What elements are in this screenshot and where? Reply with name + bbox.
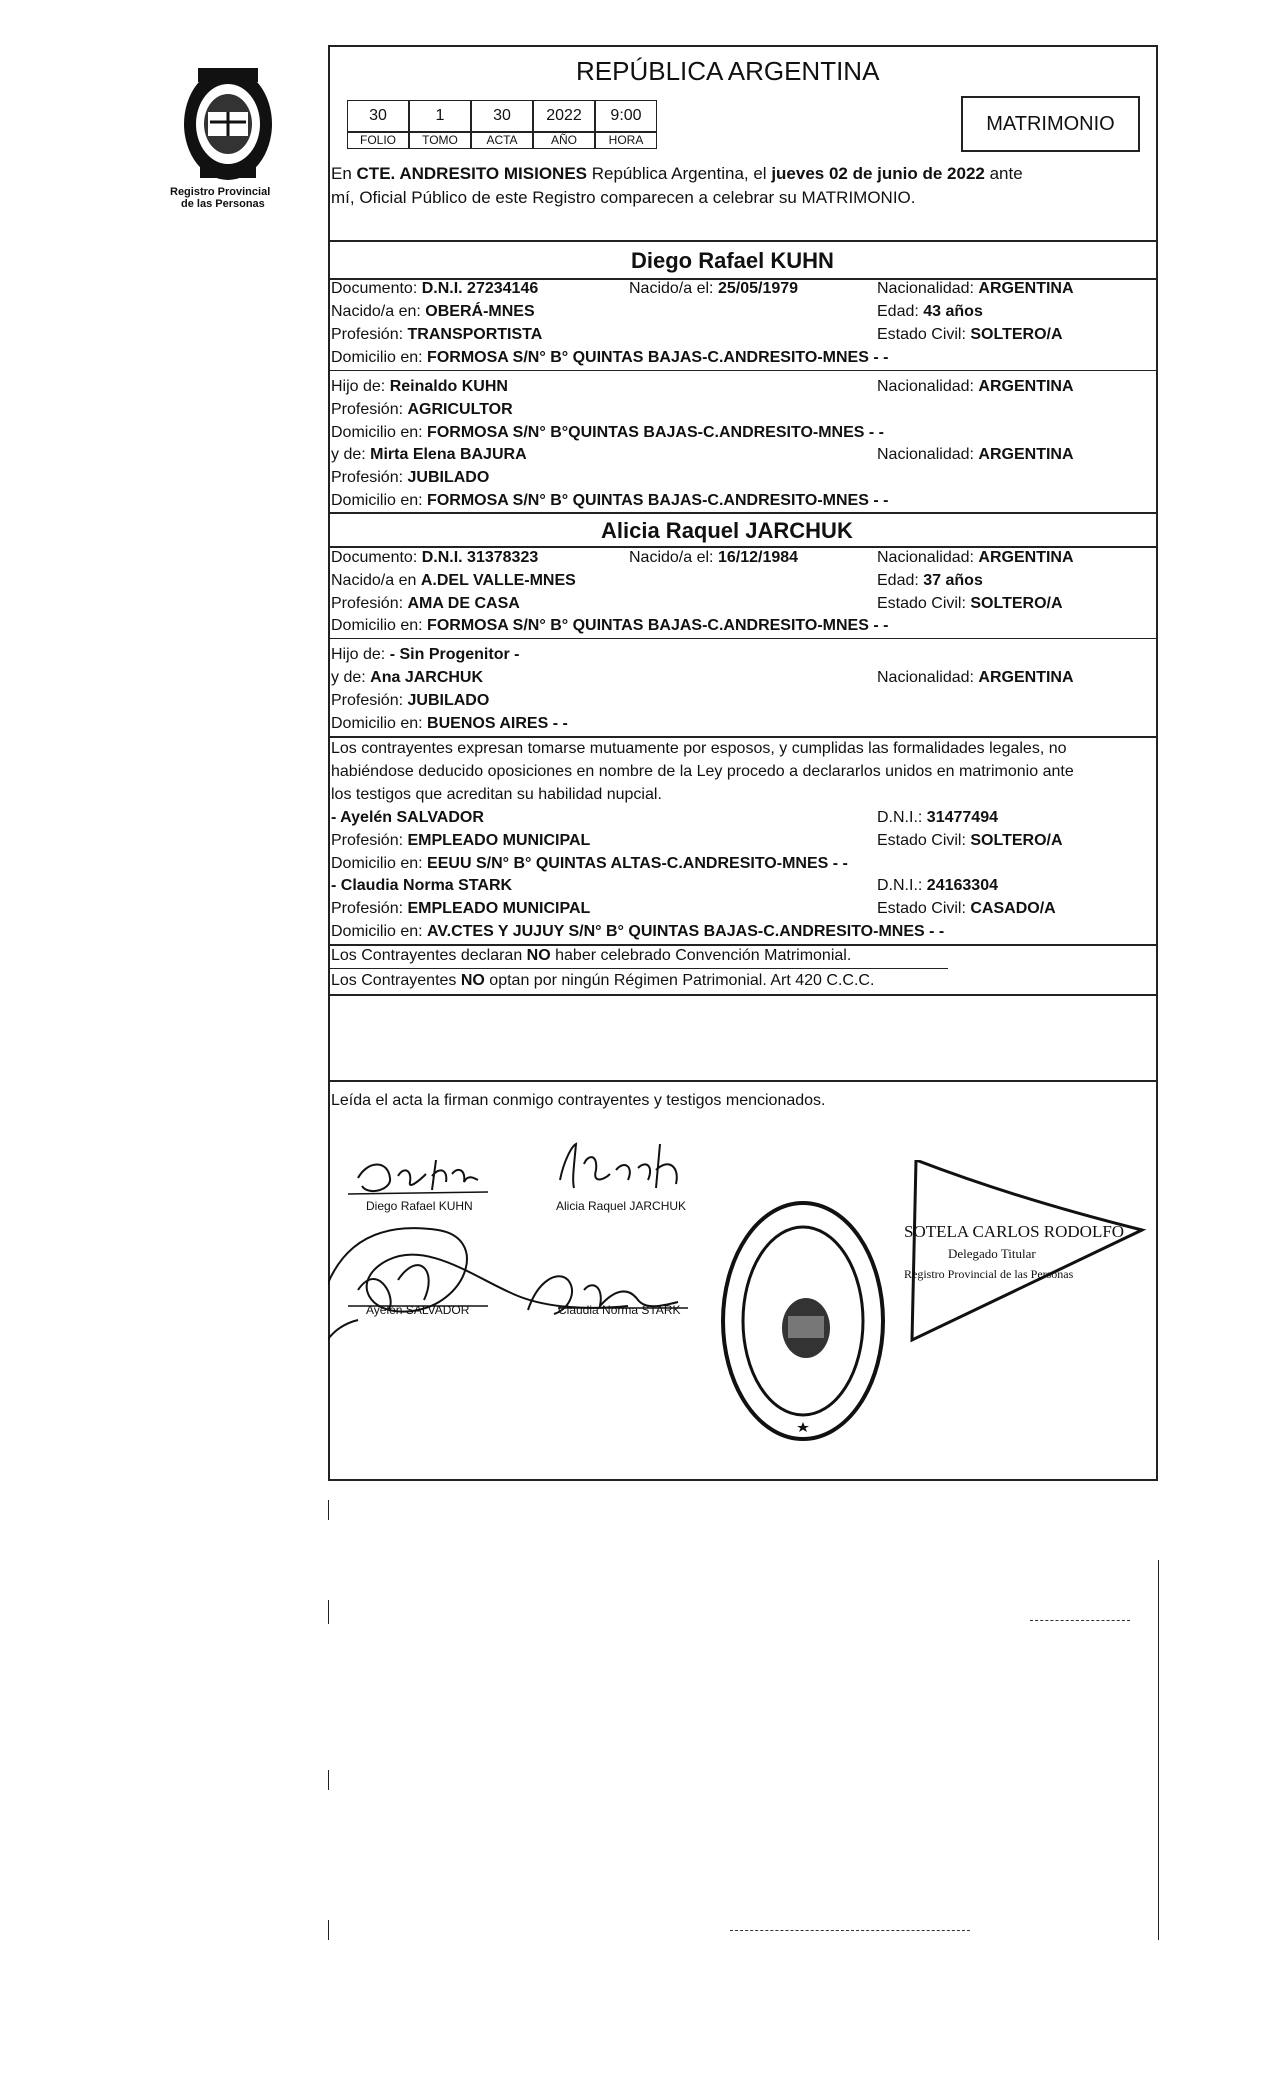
spouse2-mother-dom: Domicilio en: BUENOS AIRES - - [331, 715, 568, 732]
sig-label-spouse1: Diego Rafael KUHN [366, 1199, 473, 1213]
witness1-prof: Profesión: EMPLEADO MUNICIPAL [331, 832, 591, 849]
sig-label-witness1: Ayelén SALVADOR [366, 1303, 470, 1317]
tomo-value: 1 [409, 100, 471, 132]
spouse2-edad: Edad: 37 años [877, 572, 983, 589]
spouse1-father: Hijo de: Reinaldo KUHN [331, 378, 508, 395]
left-margin-mark [328, 1600, 329, 1624]
hora-value: 9:00 [595, 100, 657, 132]
intro-text-b: República Argentina, el [587, 164, 772, 183]
sig-label-spouse2: Alicia Raquel JARCHUK [556, 1199, 687, 1213]
spouse1-edad: Edad: 43 años [877, 303, 983, 320]
spouse2-estado: Estado Civil: SOLTERO/A [877, 595, 1063, 612]
folio-value: 30 [347, 100, 409, 132]
witness1-dni: D.N.I.: 31477494 [877, 809, 998, 826]
spouse1-father-nac: Nacionalidad: ARGENTINA [877, 378, 1074, 395]
intro-text-c: ante [984, 164, 1023, 183]
spouse1-name: Diego Rafael KUHN [631, 248, 834, 273]
intro-place: CTE. ANDRESITO MISIONES [356, 164, 588, 183]
spouse1-mother-nac: Nacionalidad: ARGENTINA [877, 446, 1074, 463]
official-title: Delegado Titular [948, 1246, 1036, 1261]
witness1-dom: Domicilio en: EEUU S/N° B° QUINTAS ALTAS-C.ANDRESITO-MNES - - [331, 855, 848, 872]
left-margin-mark [328, 1920, 329, 1940]
acta-label: ACTA [471, 132, 533, 149]
spouse2-nacido-en: Nacido/a en A.DEL VALLE-MNES [331, 572, 576, 589]
spouse2-mother: y de: Ana JARCHUK [331, 669, 484, 686]
act-type-box: MATRIMONIO [961, 96, 1140, 152]
regimen-note: Los Contrayentes NO optan por ningún Régimen Patrimonial. Art 420 C.C.C. [331, 972, 875, 989]
divider [328, 240, 1158, 242]
spouse1-mother-prof: Profesión: JUBILADO [331, 469, 490, 486]
divider [328, 994, 1158, 996]
spouse2-name: Alicia Raquel JARCHUK [601, 518, 853, 543]
spouse1-nacido-el: Nacido/a el: 25/05/1979 [629, 280, 799, 297]
left-margin-mark [328, 1500, 329, 1520]
round-seal-icon [718, 1196, 888, 1446]
spouse1-documento: Documento: D.N.I. 27234146 [331, 280, 539, 297]
sig-label-witness2: Claudia Norma STARK [558, 1303, 681, 1317]
spouse2-mother-prof: Profesión: JUBILADO [331, 692, 490, 709]
spouse1-father-prof: Profesión: AGRICULTOR [331, 401, 513, 418]
spouse2-domicilio: Domicilio en: FORMOSA S/N° B° QUINTAS BAJAS-C.ANDRESITO-MNES - - [331, 617, 889, 634]
official-org: Registro Provincial de las Personas [904, 1267, 1074, 1281]
declaration-line-1: Los contrayentes expresan tomarse mutuamente por esposos, y cumplidas las formalidades legales, no [331, 740, 1067, 757]
witness2-estado: Estado Civil: CASADO/A [877, 900, 1056, 917]
acta-value: 30 [471, 100, 533, 132]
divider [328, 736, 1158, 738]
intro-line-1 [331, 164, 1023, 184]
spouse1-estado: Estado Civil: SOLTERO/A [877, 326, 1063, 343]
right-margin-mark [1158, 1560, 1159, 1940]
intro-text-a: En [331, 164, 357, 183]
closing-text: Leída el acta la firman conmigo contrayentes y testigos mencionados. [331, 1092, 826, 1109]
divider [328, 638, 1158, 639]
spouse1-mother-dom: Domicilio en: FORMOSA S/N° B° QUINTAS BAJAS-C.ANDRESITO-MNES - - [331, 492, 889, 509]
country-title: REPÚBLICA ARGENTINA [576, 56, 880, 86]
province-logo [178, 62, 278, 182]
logo-caption-1: Registro Provincial [170, 186, 271, 198]
convencion-note: Los Contrayentes declaran NO haber celebrado Convención Matrimonial. [331, 947, 852, 964]
witness1-name: - Ayelén SALVADOR [331, 809, 484, 826]
spouse2-mother-nac: Nacionalidad: ARGENTINA [877, 669, 1074, 686]
intro-date: jueves 02 de junio de 2022 [771, 164, 985, 183]
anio-label: AÑO [533, 132, 595, 149]
spouse1-nacido-en: Nacido/a en: OBERÁ-MNES [331, 303, 535, 320]
right-dash [1030, 1620, 1130, 1621]
spouse2-documento: Documento: D.N.I. 31378323 [331, 549, 539, 566]
registry-round-seal [718, 1196, 888, 1446]
province-seal-icon [178, 62, 278, 182]
folio-label: FOLIO [347, 132, 409, 149]
witness2-dni: D.N.I.: 24163304 [877, 877, 998, 894]
declaration-line-3: los testigos que acreditan su habilidad nupcial. [331, 786, 662, 803]
divider [328, 968, 948, 969]
witness2-name: - Claudia Norma STARK [331, 877, 513, 894]
spouse1-mother: y de: Mirta Elena BAJURA [331, 446, 527, 463]
spouse2-profesion: Profesión: AMA DE CASA [331, 595, 520, 612]
spouse2-father: Hijo de: - Sin Progenitor - [331, 646, 520, 663]
intro-line-2: mí, Oficial Público de este Registro comparecen a celebrar su MATRIMONIO. [331, 188, 916, 207]
witness1-estado: Estado Civil: SOLTERO/A [877, 832, 1063, 849]
spouse2-nacido-el: Nacido/a el: 16/12/1984 [629, 549, 799, 566]
divider [328, 1080, 1158, 1082]
spouse1-father-dom: Domicilio en: FORMOSA S/N° B°QUINTAS BAJAS-C.ANDRESITO-MNES - - [331, 424, 884, 441]
logo-caption-2: de las Personas [181, 198, 265, 210]
witness2-prof: Profesión: EMPLEADO MUNICIPAL [331, 900, 591, 917]
spouse1-domicilio: Domicilio en: FORMOSA S/N° B° QUINTAS BAJAS-C.ANDRESITO-MNES - - [331, 349, 889, 366]
official-name: SOTELA CARLOS RODOLFO [904, 1222, 1125, 1241]
spouse1-profesion: Profesión: TRANSPORTISTA [331, 326, 543, 343]
tomo-label: TOMO [409, 132, 471, 149]
spouse1-nacionalidad: Nacionalidad: ARGENTINA [877, 280, 1074, 297]
bottom-dash [730, 1930, 970, 1931]
witness2-dom: Domicilio en: AV.CTES Y JUJUY S/N° B° QUINTAS BAJAS-C.ANDRESITO-MNES - - [331, 923, 945, 940]
declaration-line-2: habiéndose deducido oposiciones en nombre de la Ley procedo a declararlos unidos en matrimonio ante [331, 763, 1074, 780]
divider [328, 370, 1158, 371]
spouse2-nacionalidad: Nacionalidad: ARGENTINA [877, 549, 1074, 566]
hora-label: HORA [595, 132, 657, 149]
left-margin-mark [328, 1770, 329, 1790]
divider [328, 512, 1158, 514]
anio-value: 2022 [533, 100, 595, 132]
